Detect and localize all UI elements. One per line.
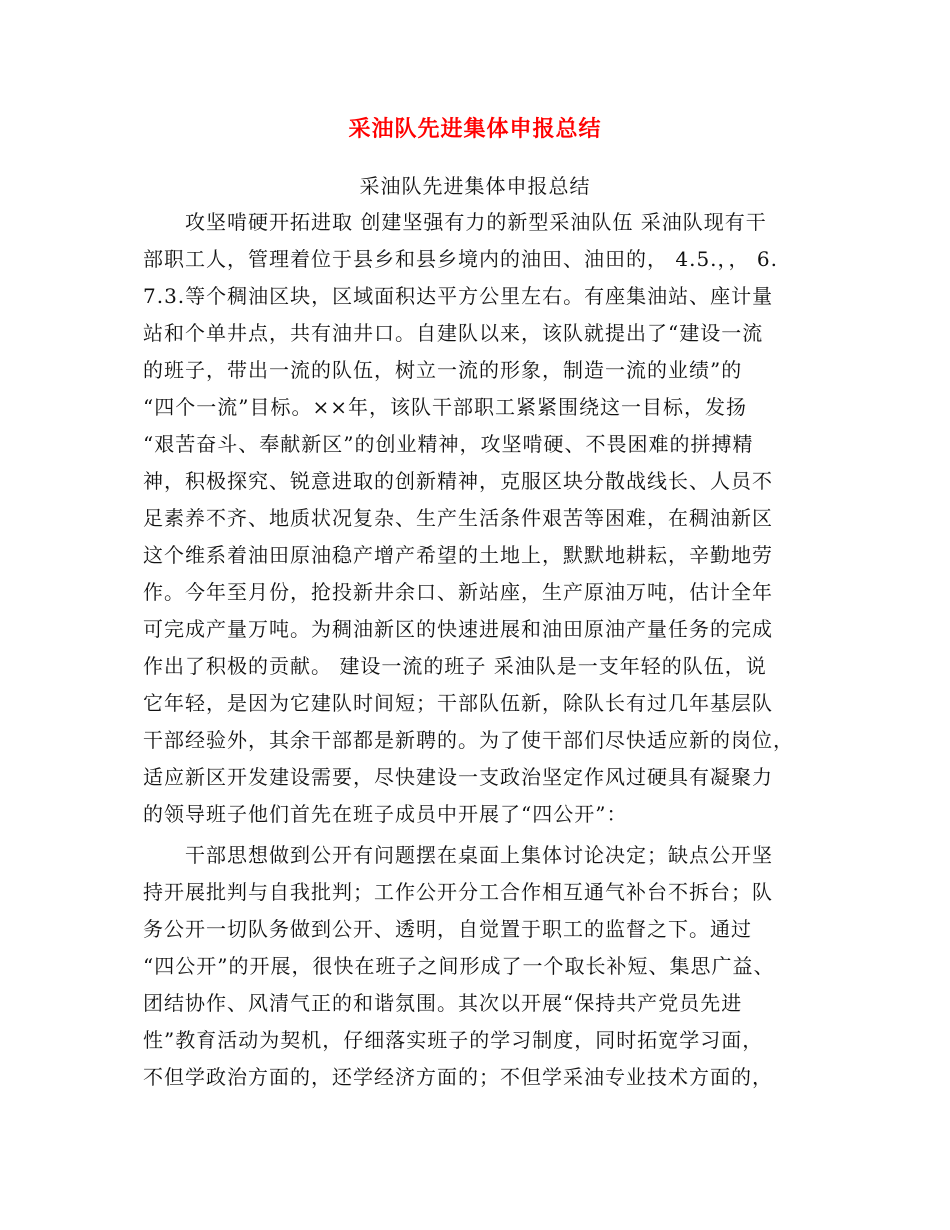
body-line: “艰苦奋斗、奉献新区”的创业精神，攻坚啃硬、不畏困难的拼搏精 <box>143 432 754 456</box>
body-line: “四个一流”目标。××年，该队干部职工紧紧围绕这一目标，发扬 <box>143 395 747 419</box>
body-line: 干部思想做到公开有问题摆在桌面上集体讨论决定；缺点公开坚 <box>143 843 773 867</box>
body-line: 的班子，带出一流的队伍，树立一流的形象，制造一流的业绩”的 <box>143 358 743 382</box>
body-line: 7.3.等个稠油区块，区域面积达平方公里左右。有座集油站、座计量 <box>143 284 774 308</box>
body-line: 它年轻，是因为它建队时间短；干部队伍新，除队长有过几年基层队 <box>143 691 773 715</box>
body-line: 这个维系着油田原油稳产增产希望的土地上，默默地耕耘，辛勤地劳 <box>143 543 773 567</box>
document-title: 采油队先进集体申报总结 <box>348 116 602 142</box>
body-line: 攻坚啃硬开拓进取 创建坚强有力的新型采油队伍 采油队现有干 <box>143 210 767 234</box>
body-line: 持开展批判与自我批判；工作公开分工合作相互通气补台不拆台；队 <box>143 880 773 904</box>
body-line: 站和个单井点，共有油井口。自建队以来，该队就提出了“建设一流 <box>143 321 764 345</box>
body-line: 团结协作、风清气正的和谐氛围。其次以开展“保持共产党员先进 <box>143 991 743 1015</box>
body-line: 不但学政治方面的，还学经济方面的；不但学采油专业技术方面的， <box>143 1065 773 1089</box>
body-line: 神，积极探究、锐意进取的创新精神，克服区块分散战线长、人员不 <box>143 469 773 493</box>
body-line: 干部经验外，其余干部都是新聘的。为了使干部们尽快适应新的岗位， <box>143 728 794 752</box>
body-line: 足素养不齐、地质状况复杂、生产生活条件艰苦等困难，在稠油新区 <box>143 506 773 530</box>
body-line: 可完成产量万吨。为稠油新区的快速进展和油田原油产量任务的完成 <box>143 617 773 641</box>
body-line: 适应新区开发建设需要，尽快建设一支政治坚定作风过硬具有凝聚力 <box>143 765 773 789</box>
body-line: 作。今年至月份，抢投新井余口、新站座，生产原油万吨，估计全年 <box>143 580 773 604</box>
body-line: 部职工人，管理着位于县乡和县乡境内的油田、油田的， 4.5.，， 6. <box>143 247 778 271</box>
document-subtitle: 采油队先进集体申报总结 <box>359 174 591 198</box>
body-line: 务公开一切队务做到公开、透明，自觉置于职工的监督之下。通过 <box>143 917 752 941</box>
body-line: 的领导班子他们首先在班子成员中开展了“四公开”： <box>143 802 628 826</box>
body-line: 作出了积极的贡献。 建设一流的班子 采油队是一支年轻的队伍，说 <box>143 654 767 678</box>
body-line: “四公开”的开展，很快在班子之间形成了一个取长补短、集思广益、 <box>143 954 775 978</box>
body-line: 性”教育活动为契机，仔细落实班子的学习制度，同时拓宽学习面， <box>143 1028 764 1052</box>
